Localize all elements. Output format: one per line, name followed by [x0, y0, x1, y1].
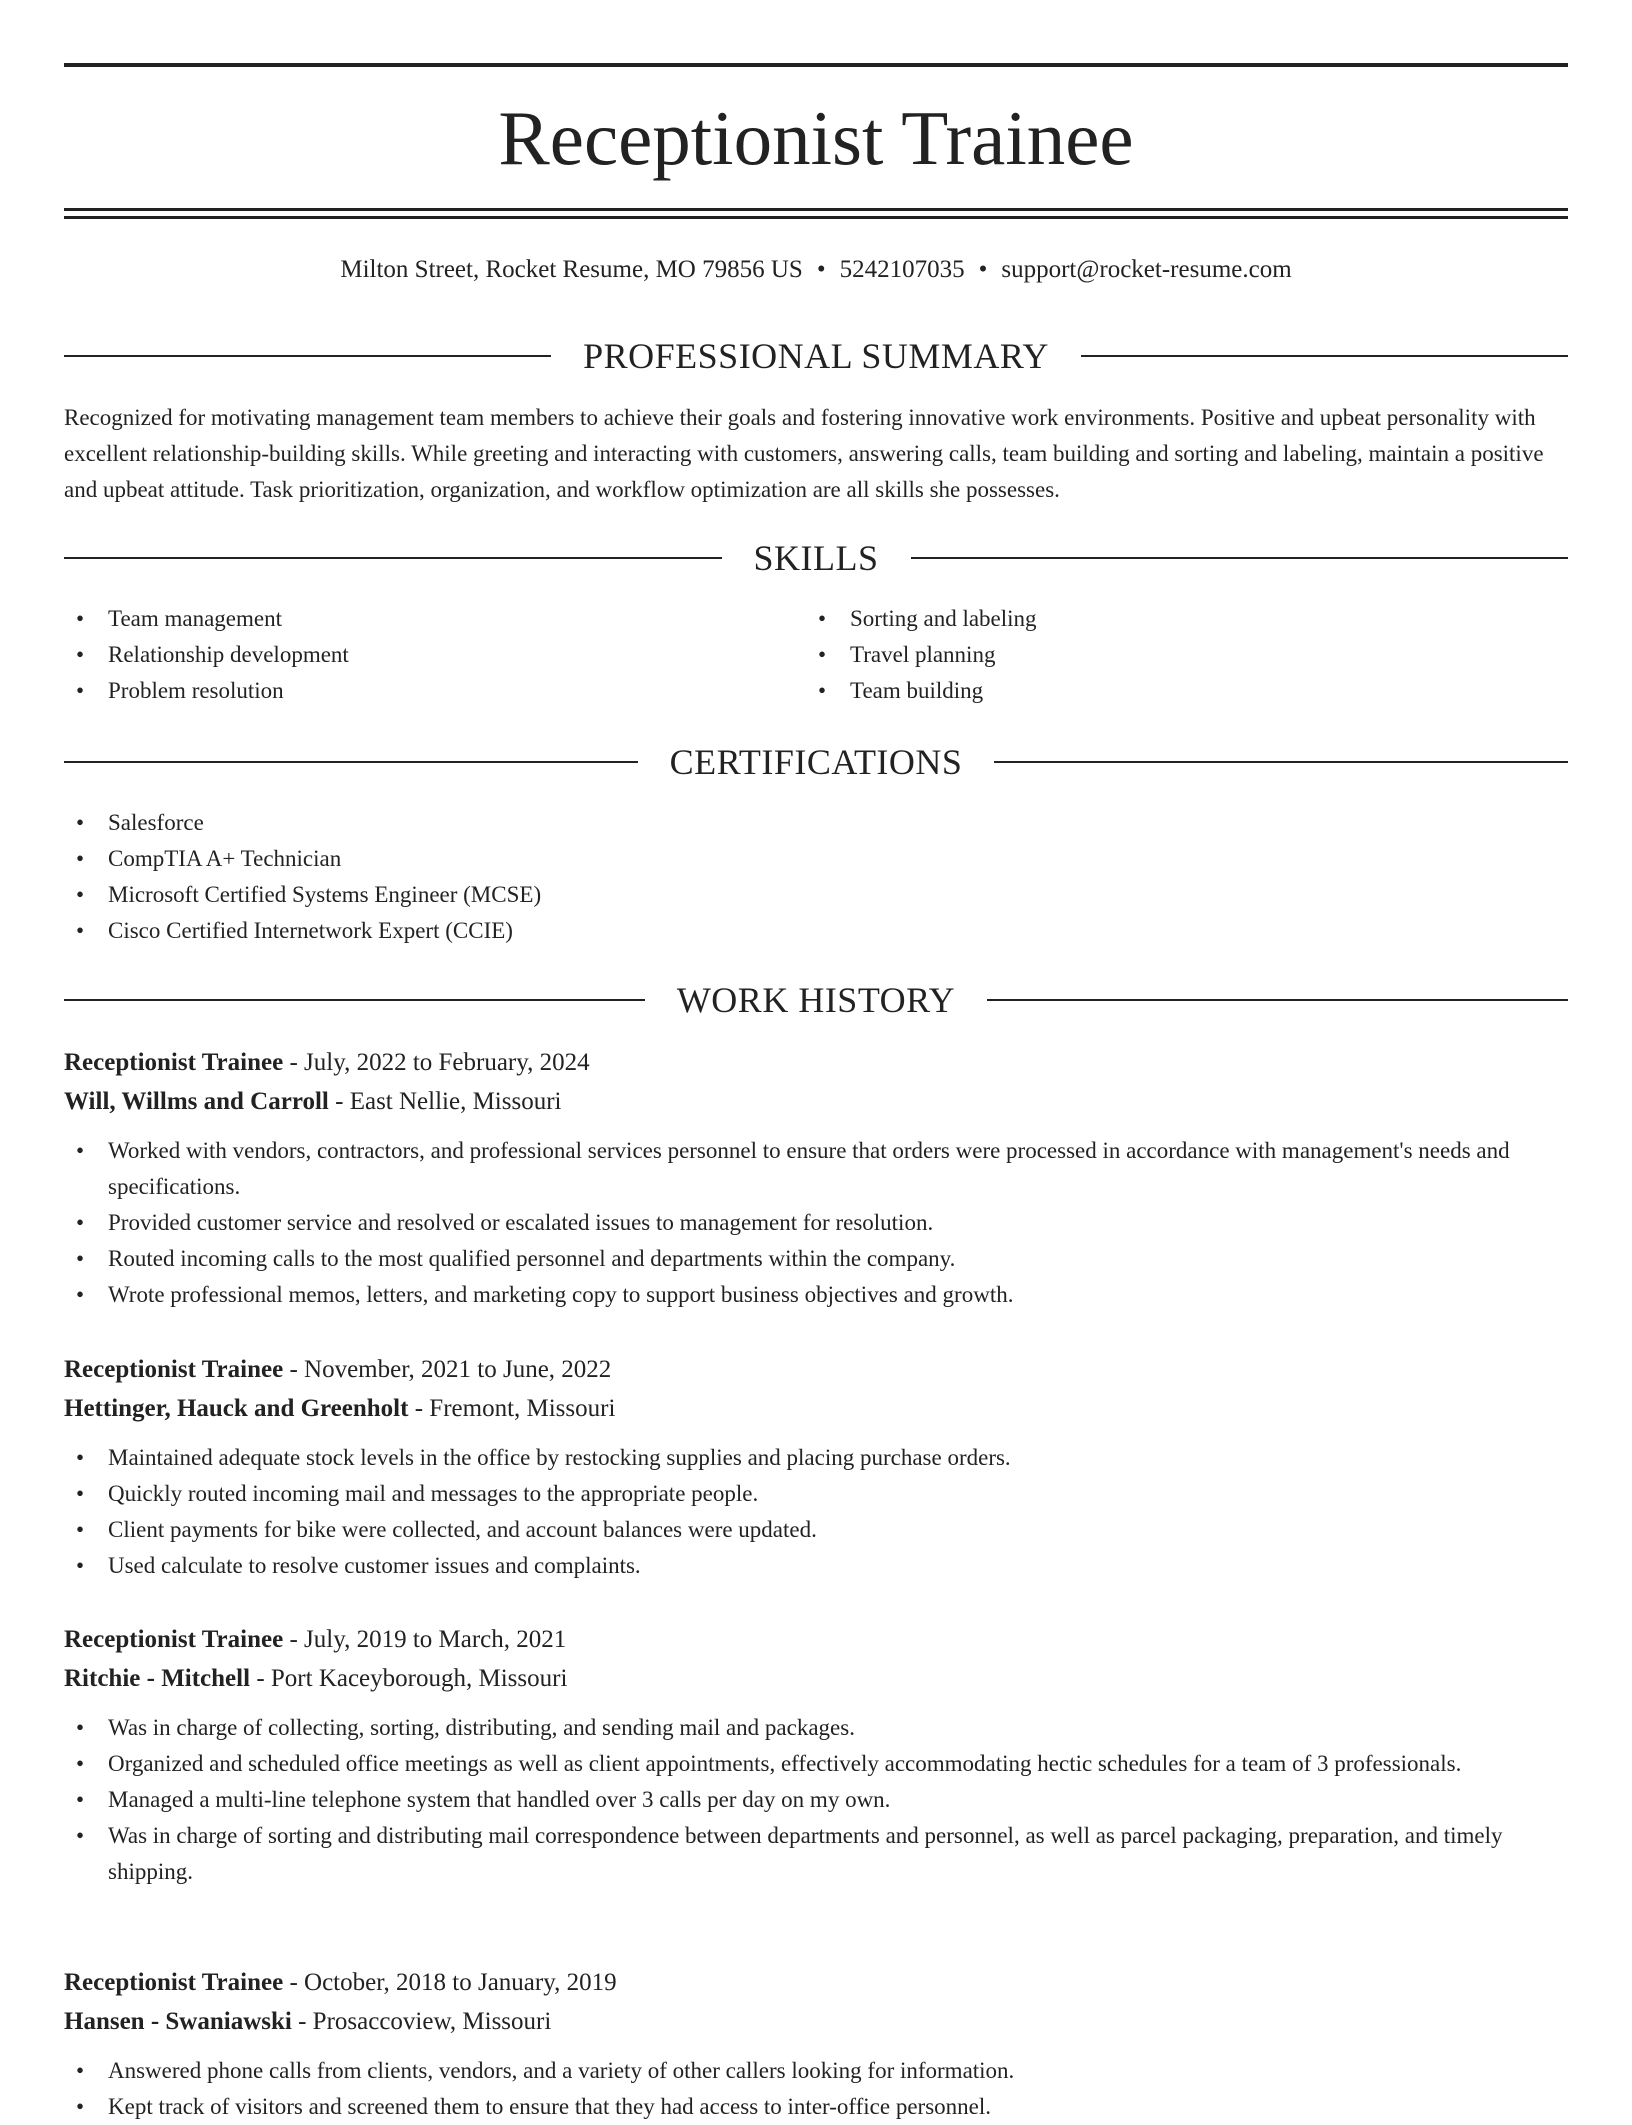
heading-rule [911, 557, 1569, 559]
job-location: - East Nellie, Missouri [328, 1088, 562, 1115]
certification-item: • Cisco Certified Internetwork Expert (CCIE) [64, 913, 1568, 949]
job-bullets [64, 1133, 1568, 1313]
job-entry [64, 1043, 1568, 1313]
skill-item: • Problem resolution [64, 673, 806, 709]
contact-address: Milton Street, Rocket Resume, MO 79856 US [340, 256, 803, 283]
section-title: SKILLS [753, 538, 879, 578]
job-bullet: • Wrote professional memos, letters, and marketing copy to support business objectives and growth. [64, 1277, 1568, 1313]
job-role: Receptionist Trainee [64, 1626, 284, 1653]
skills-column-left [64, 601, 806, 709]
job-location: - Port Kaceyborough, Missouri [250, 1665, 568, 1692]
job-location: - Fremont, Missouri [408, 1395, 616, 1422]
certification-item: • Salesforce [64, 805, 1568, 841]
summary-text: Recognized for motivating management team members to achieve their goals and fostering innovative work environments. Positive and upbeat personality with excellent relationship-building skills. While greeting and interacting with customers, answering calls, team building and sorting and labeling, maintain a positive and upbeat attitude. Task prioritization, organization, and workflow optimization are all skills she possesses. [64, 405, 1544, 502]
job-entry [64, 1620, 1568, 1890]
job-entry [64, 1963, 1568, 2125]
job-bullet: • Provided customer service and resolved or escalated issues to management for resolution. [64, 1205, 1568, 1241]
job-dates: - October, 2018 to January, 2019 [283, 1969, 617, 1996]
title-bottom-rule [64, 208, 1568, 211]
section-heading-certifications [64, 740, 1568, 784]
job-title-line [64, 1963, 1568, 2002]
title-top-rule [64, 63, 1568, 67]
job-bullet: • Used calculate to resolve customer issues and complaints. [64, 1548, 1568, 1584]
job-bullet: • Managed a multi-line telephone system that handled over 3 calls per day on my own. [64, 1782, 1568, 1818]
certification-item: • CompTIA A+ Technician [64, 841, 1568, 877]
job-company-line [64, 1082, 1568, 1121]
job-company-line [64, 1659, 1568, 1698]
certifications-list [64, 805, 1568, 949]
job-bullets [64, 1440, 1568, 1584]
heading-rule [994, 761, 1568, 763]
skill-item: • Travel planning [806, 637, 1548, 673]
job-bullet: • Answered phone calls from clients, vendors, and a variety of other callers looking for information. [64, 2053, 1568, 2089]
job-bullet: • Organized and scheduled office meetings as well as client appointments, effectively accommodating hectic schedules for a team of 3 professionals. [64, 1746, 1568, 1782]
job-company: Ritchie - Mitchell [64, 1665, 251, 1692]
job-bullet: • Kept track of visitors and screened them to ensure that they had access to inter-office personnel. [64, 2089, 1568, 2125]
job-bullet: • Was in charge of sorting and distributing mail correspondence between departments and personnel, as well as parcel packaging, preparation, and timely shipping. [64, 1818, 1568, 1890]
heading-rule [64, 355, 551, 357]
resume-title: Receptionist Trainee [498, 95, 1134, 181]
job-bullets [64, 2053, 1568, 2125]
job-location: - Prosaccoview, Missouri [291, 2008, 552, 2035]
heading-rule [64, 761, 638, 763]
section-title: CERTIFICATIONS [669, 742, 963, 782]
job-bullets [64, 1710, 1568, 1890]
job-title-line [64, 1350, 1568, 1389]
skills-column-right [806, 601, 1548, 709]
job-bullet: • Quickly routed incoming mail and messages to the appropriate people. [64, 1476, 1568, 1512]
section-title: PROFESSIONAL SUMMARY [583, 336, 1049, 376]
skill-item: • Team building [806, 673, 1548, 709]
contact-separator: • [978, 256, 988, 283]
job-company: Hettinger, Hauck and Greenholt [64, 1395, 409, 1422]
skill-item: • Relationship development [64, 637, 806, 673]
job-role: Receptionist Trainee [64, 1049, 284, 1076]
section-heading-work-history [64, 978, 1568, 1022]
title-bottom-rule-2 [64, 216, 1568, 219]
job-company-line [64, 1389, 1568, 1428]
job-bullet: • Maintained adequate stock levels in the office by restocking supplies and placing purchase orders. [64, 1440, 1568, 1476]
job-role: Receptionist Trainee [64, 1969, 284, 1996]
contact-line [64, 252, 1568, 288]
contact-email: support@rocket-resume.com [1001, 256, 1292, 283]
section-heading-summary [64, 334, 1568, 378]
skill-item: • Sorting and labeling [806, 601, 1548, 637]
job-company-line [64, 2002, 1568, 2041]
job-bullet: • Was in charge of collecting, sorting, distributing, and sending mail and packages. [64, 1710, 1568, 1746]
job-title-line [64, 1620, 1568, 1659]
contact-phone: 5242107035 [839, 256, 965, 283]
contact-separator: • [816, 256, 826, 283]
heading-rule [64, 999, 645, 1001]
skills-list [64, 601, 1568, 709]
skill-item: • Team management [64, 601, 806, 637]
job-dates: - July, 2022 to February, 2024 [283, 1049, 590, 1076]
job-entry [64, 1350, 1568, 1584]
section-heading-skills [64, 536, 1568, 580]
heading-rule [1081, 355, 1568, 357]
job-bullet: • Routed incoming calls to the most qualified personnel and departments within the company. [64, 1241, 1568, 1277]
job-bullet: • Client payments for bike were collected, and account balances were updated. [64, 1512, 1568, 1548]
section-title: WORK HISTORY [676, 980, 956, 1020]
heading-rule [64, 557, 722, 559]
job-dates: - July, 2019 to March, 2021 [283, 1626, 567, 1653]
job-company: Hansen - Swaniawski [64, 2008, 292, 2035]
certification-item: • Microsoft Certified Systems Engineer (MCSE) [64, 877, 1568, 913]
job-role: Receptionist Trainee [64, 1356, 284, 1383]
job-dates: - November, 2021 to June, 2022 [283, 1356, 612, 1383]
job-title-line [64, 1043, 1568, 1082]
job-company: Will, Willms and Carroll [64, 1088, 329, 1115]
heading-rule [987, 999, 1568, 1001]
job-bullet: • Worked with vendors, contractors, and professional services personnel to ensure that orders were processed in accordance with management's needs and specifications. [64, 1133, 1568, 1205]
